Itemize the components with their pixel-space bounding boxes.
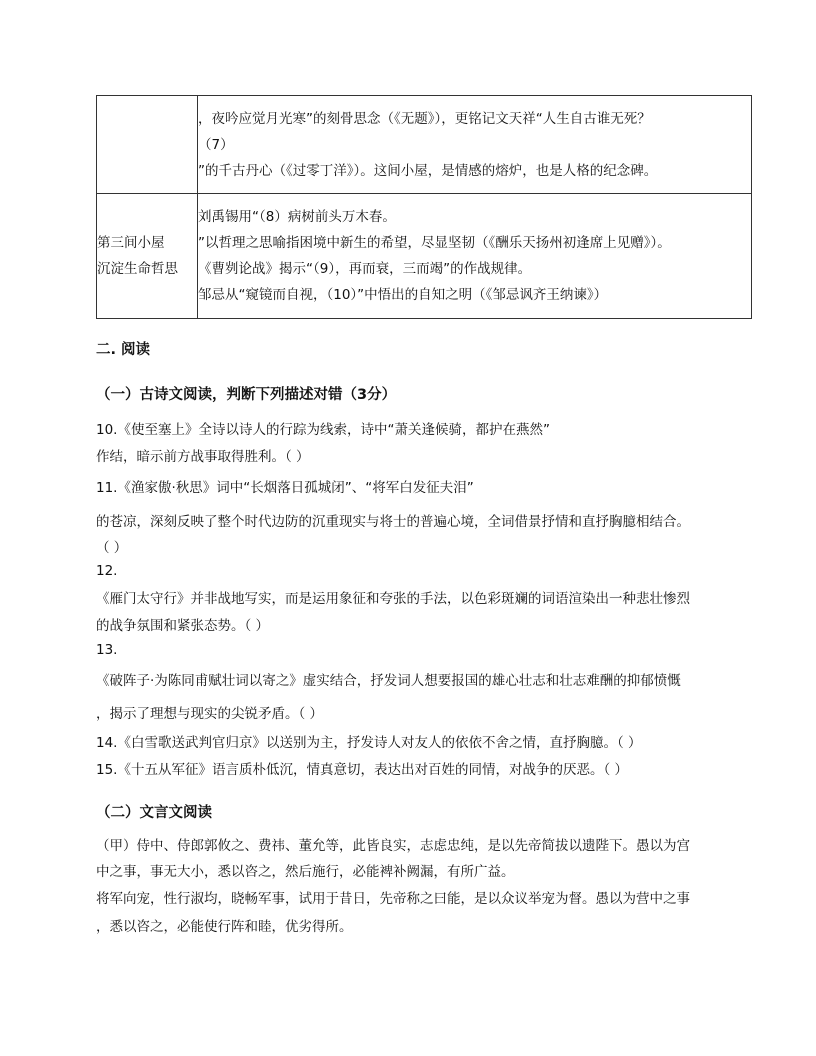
row-label bbox=[97, 96, 198, 194]
question-11-line: 的苍凉，深刻反映了整个时代边防的沉重现实与将士的普遍心境，全词借景抒情和直抒胸臆相结合。 bbox=[96, 514, 690, 530]
question-15-line: 15.《十五从军征》语言质朴低沉，情真意切，表达出对百姓的同情，对战争的厌恶。（ ） bbox=[96, 762, 629, 778]
row-content bbox=[198, 96, 752, 194]
poetry-table bbox=[96, 95, 752, 319]
label-line: 第三间小屋 bbox=[97, 235, 165, 251]
passage-line: 将军向宠，性行淑均，晓畅军事，试用于昔日，先帝称之曰能，是以众议举宠为督。愚以为营中之事 bbox=[96, 891, 690, 907]
question-10-line: 作结，暗示前方战事取得胜利。（ ） bbox=[96, 449, 310, 465]
table-row bbox=[97, 96, 752, 194]
section-heading-reading: 二. 阅读 bbox=[96, 342, 151, 358]
question-14-line: 14.《白雪歌送武判官归京》以送别为主，抒发诗人对友人的依依不舍之情，直抒胸臆。（ ） bbox=[96, 735, 642, 751]
passage-line: （甲）侍中、侍郎郭攸之、费祎、董允等，此皆良实，志虑忠纯，是以先帝简拔以遗陛下。愚以为宫 bbox=[96, 838, 690, 854]
question-10-line: 10.《使至塞上》全诗以诗人的行踪为线索，诗中“萧关逢候骑，都护在燕然” bbox=[96, 422, 550, 438]
content-line: 《曹刿论战》揭示“（9），再而衰，三而竭”的作战规律。 bbox=[198, 261, 532, 277]
row-label bbox=[97, 194, 198, 319]
question-11-line: 11.《渔家傲·秋思》词中“长烟落日孤城闭”、“将军白发征夫泪” bbox=[96, 480, 474, 496]
subsection-heading-classical: （二）文言文阅读 bbox=[96, 805, 212, 821]
question-11-line: （ ） bbox=[96, 540, 128, 556]
table-row bbox=[97, 194, 752, 319]
passage-line: ，悉以咨之，必能使行阵和睦，优劣得所。 bbox=[96, 919, 353, 935]
question-12-line: 《雁门太守行》并非战地写实，而是运用象征和夸张的手法，以色彩斑斓的词语渲染出一种悲壮惨烈 bbox=[96, 591, 690, 607]
subsection-heading-poetry: （一）古诗文阅读，判断下列描述对错（3分） bbox=[96, 387, 397, 403]
content-line: （7） bbox=[198, 136, 234, 153]
content-line: 邹忌从“窥镜而自视，（10）”中悟出的自知之明（《邹忌讽齐王纳谏》） bbox=[198, 287, 608, 303]
label-line: 沉淀生命哲思 bbox=[97, 261, 178, 277]
question-13-line: 《破阵子·为陈同甫赋壮词以寄之》虚实结合，抒发词人想要报国的雄心壮志和壮志难酬的抑郁愤慨 bbox=[96, 673, 681, 689]
row-content bbox=[198, 194, 752, 319]
question-13-line: 13. bbox=[96, 642, 118, 658]
content-line: ，夜吟应觉月光寒”的刻骨思念（《无题》），更铭记文天祥“人生自古谁无死？ bbox=[198, 110, 651, 127]
passage-line: 中之事，事无大小，悉以咨之，然后施行，必能裨补阙漏，有所广益。 bbox=[96, 864, 515, 880]
question-12-line: 12. bbox=[96, 563, 118, 579]
content-line: 刘禹锡用“（8）病树前头万木春。 bbox=[198, 209, 396, 225]
question-12-line: 的战争氛围和紧张态势。（ ） bbox=[96, 618, 270, 634]
question-13-line: ，揭示了理想与现实的尖锐矛盾。（ ） bbox=[96, 706, 324, 722]
content-line: ”以哲理之思喻指困境中新生的希望，尽显坚韧（《酬乐天扬州初逢席上见赠》）。 bbox=[198, 235, 671, 251]
content-line: ”的千古丹心（《过零丁洋》）。这间小屋，是情感的熔炉，也是人格的纪念碑。 bbox=[198, 162, 658, 179]
